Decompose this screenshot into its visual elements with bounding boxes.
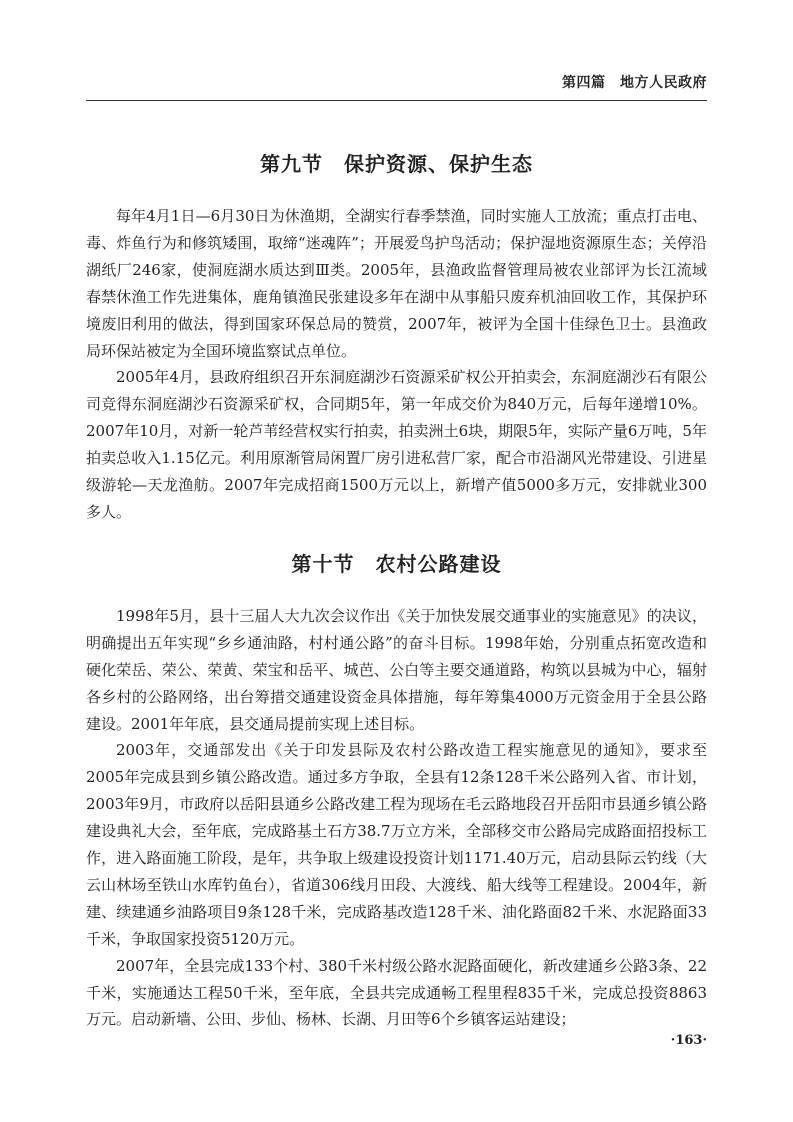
section-9-title: 第九节 保护资源、保护生态 xyxy=(260,152,533,176)
page-body xyxy=(86,118,707,1033)
section-9-paragraph-1: 每年4月1日—6月30日为休渔期，全湖实行春季禁渔，同时实施人工放流；重点打击电、毒、炸鱼行为和修筑矮围，取缔“迷魂阵”；开展爱鸟护鸟活动；保护湿地资源原生态；关停沿湖纸厂246家，使洞庭湖水质达到Ⅲ类。2005年，县渔政监督管理局被农业部评为长江流域春禁休渔工作先进集体，鹿角镇渔民张建设多年在湖中从事船只废弃机油回收工作，其保护环境废旧利用的做法，得到国家环保总局的赞赏，2007年，被评为全国十佳绿色卫士。县渔政局环保站被定为全国环境监察试点单位。 xyxy=(86,207,707,360)
section-10-paragraph-3: 2007年，全县完成133个村、380千米村级公路水泥路面硬化，新改建通乡公路3条、22千米，实施通达工程50千米，至年底，全县共完成通畅工程里程835千米，完成总投资8863万元。启动新墙、公田、步仙、杨林、长湖、月田等6个乡镇客运站建设； xyxy=(86,956,707,1029)
section-10-paragraph-1: 1998年5月，县十三届人大九次会议作出《关于加快发展交通事业的实施意见》的决议，明确提出五年实现“乡乡通油路，村村通公路”的奋斗目标。1998年始，分别重点拓宽改造和硬化荣岳、荣公、荣黄、荣宝和岳平、城芭、公白等主要交通道路，构筑以县城为中心，辐射各乡村的公路网络，出台筹措交通建设资金具体措施，每年筹集4000万元资金用于全县公路建设。2001年年底，县交通局提前实现上述目标。 xyxy=(86,606,707,733)
section-9-paragraph-2: 2005年4月，县政府组织召开东洞庭湖沙石资源采矿权公开拍卖会，东洞庭湖沙石有限公司竞得东洞庭湖沙石资源采矿权，合同期5年，第一年成交价为840万元，后每年递增10%。2007年10月，对新一轮芦苇经营权实行拍卖，拍卖洲土6块，期限5年，实际产量6万吨，5年拍卖总收入1.15亿元。利用原渐管局闲置厂房引进私营厂家，配合市沿湖风光带建设、引进星级游轮—天龙渔舫。2007年完成招商1500万元以上，新增产值5000多万元，安排就业300多人。 xyxy=(86,368,707,521)
running-header: 第四篇 地方人民政府 xyxy=(562,75,707,91)
page-number: ·163· xyxy=(670,1033,707,1048)
header-rule xyxy=(86,100,707,101)
section-10-paragraph-2: 2003年，交通部发出《关于印发县际及农村公路改造工程实施意见的通知》，要求至2005年完成县到乡镇公路改造。通过多方争取，全县有12条128千米公路列入省、市计划，2003年9月，市政府以岳阳县通乡公路改建工程为现场在毛云路地段召开岳阳市县通乡镇公路建设典礼大会，至年底，完成路基土石方38.7万立方米，全部移交市公路局完成路面招投标工作，进入路面施工阶段，是年，共争取上级建设投资计划1171.40万元，启动县际云钓线（大云山林场至铁山水库钓鱼台），省道306线月田段、大渡线、船大线等工程建设。2004年，新建、续建通乡油路项目9条128千米，完成路基改造128千米、油化路面82千米、水泥路面33千米，争取国家投资5120万元。 xyxy=(86,741,707,948)
section-10-title: 第十节 农村公路建设 xyxy=(291,551,502,576)
